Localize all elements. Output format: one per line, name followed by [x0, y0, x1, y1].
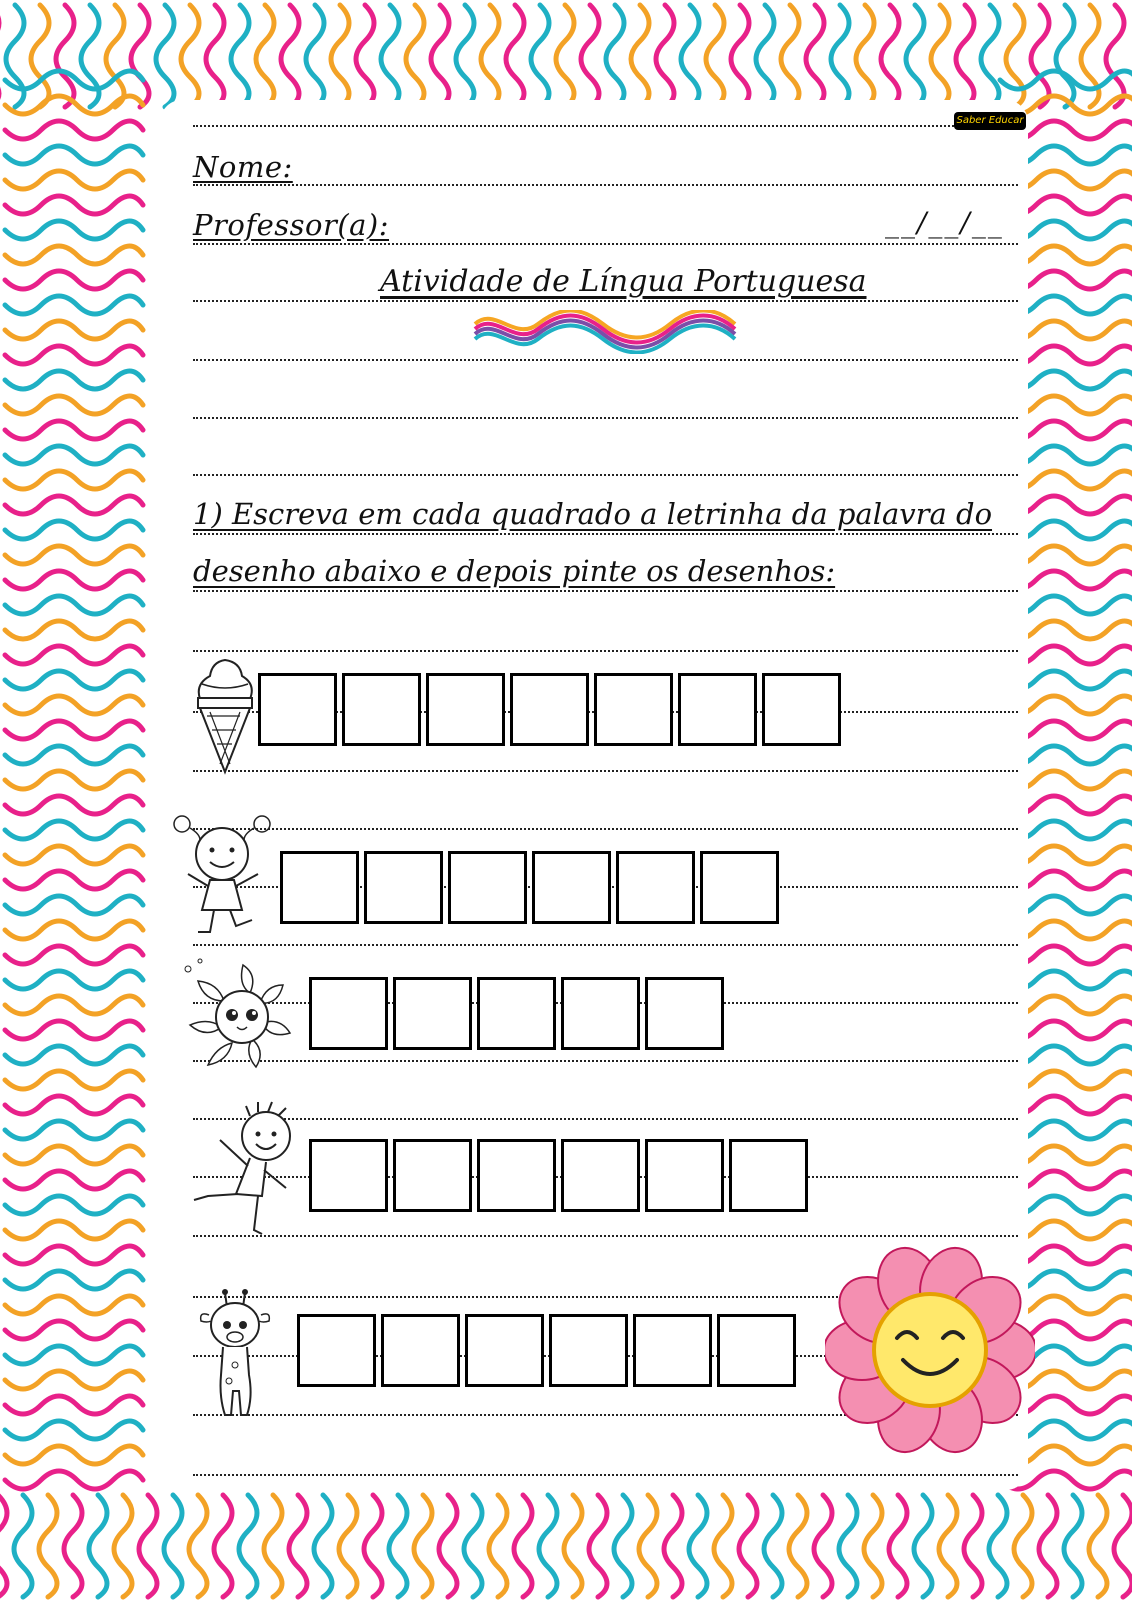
letter-box[interactable]	[561, 977, 640, 1050]
dotted-rule	[193, 243, 1018, 245]
dotted-rule	[193, 1118, 1018, 1120]
brand-logo: Saber Educar	[954, 112, 1026, 130]
letter-box[interactable]	[465, 1314, 544, 1387]
letter-box[interactable]	[393, 1139, 472, 1212]
letter-box[interactable]	[258, 673, 337, 746]
letter-box[interactable]	[448, 851, 527, 924]
letter-box[interactable]	[309, 1139, 388, 1212]
letter-box[interactable]	[280, 851, 359, 924]
letter-box[interactable]	[645, 977, 724, 1050]
letter-box[interactable]	[762, 673, 841, 746]
dotted-rule	[193, 125, 1018, 127]
name-label: Nome:	[193, 150, 293, 184]
letter-boxes-row	[258, 673, 841, 746]
dotted-rule	[193, 650, 1018, 652]
dotted-rule	[193, 474, 1018, 476]
dotted-rule	[193, 300, 1018, 302]
letter-box[interactable]	[532, 851, 611, 924]
dotted-rule	[193, 417, 1018, 419]
letter-box[interactable]	[645, 1139, 724, 1212]
letter-box[interactable]	[729, 1139, 808, 1212]
letter-box[interactable]	[700, 851, 779, 924]
dotted-rule	[193, 590, 1018, 592]
girl-icon	[160, 812, 285, 937]
rainbow-wave-icon	[470, 310, 740, 354]
letter-box[interactable]	[297, 1314, 376, 1387]
letter-box[interactable]	[594, 673, 673, 746]
dotted-rule	[193, 770, 1018, 772]
letter-box[interactable]	[477, 977, 556, 1050]
letter-boxes-row	[297, 1314, 796, 1387]
letter-box[interactable]	[364, 851, 443, 924]
dotted-rule	[193, 944, 1018, 946]
date-field[interactable]: __/__/__	[885, 206, 1004, 239]
letter-box[interactable]	[678, 673, 757, 746]
letter-boxes-row	[280, 851, 779, 924]
dotted-rule	[193, 533, 1018, 535]
letter-box[interactable]	[426, 673, 505, 746]
question-line-2: desenho abaixo e depois pinte os desenhos:	[193, 554, 836, 588]
page-title: Atividade de Língua Portuguesa	[380, 264, 867, 299]
dotted-rule	[193, 828, 1018, 830]
giraffe-icon	[185, 1285, 290, 1420]
letter-box[interactable]	[549, 1314, 628, 1387]
letter-box[interactable]	[510, 673, 589, 746]
boy-icon	[188, 1100, 308, 1240]
dotted-rule	[193, 1060, 1018, 1062]
letter-box[interactable]	[342, 673, 421, 746]
letter-box[interactable]	[477, 1139, 556, 1212]
letter-boxes-row	[309, 1139, 808, 1212]
flower-face-icon	[178, 955, 308, 1077]
question-line-1: 1) Escreva em cada quadrado a letrinha da palavra do	[193, 497, 993, 531]
letter-box[interactable]	[381, 1314, 460, 1387]
ice-cream-icon	[190, 654, 260, 776]
smiling-flower-icon	[825, 1210, 1035, 1485]
letter-box[interactable]	[393, 977, 472, 1050]
letter-box[interactable]	[309, 977, 388, 1050]
letter-box[interactable]	[561, 1139, 640, 1212]
dotted-rule	[193, 359, 1018, 361]
dotted-rule	[193, 184, 1018, 186]
letter-box[interactable]	[717, 1314, 796, 1387]
letter-box[interactable]	[633, 1314, 712, 1387]
letter-boxes-row	[309, 977, 724, 1050]
letter-box[interactable]	[616, 851, 695, 924]
teacher-label: Professor(a):	[193, 208, 390, 242]
